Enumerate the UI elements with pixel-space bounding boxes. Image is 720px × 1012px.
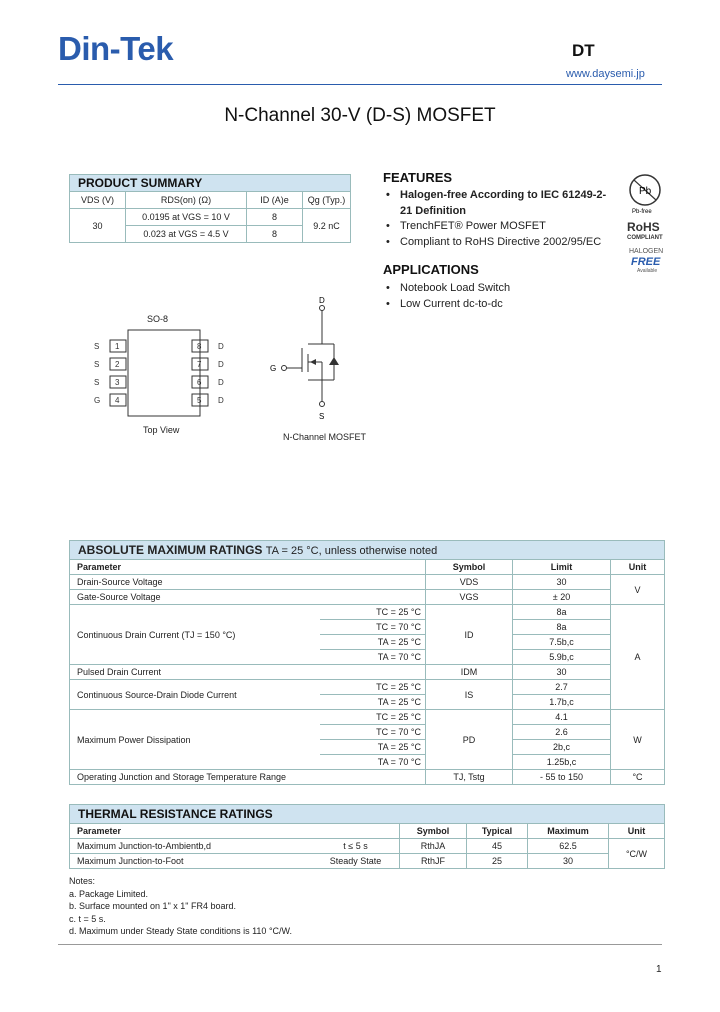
notes-title: Notes:: [69, 876, 96, 886]
rds-value-2: 0.023 at VGS = 4.5 V: [126, 226, 247, 243]
amr-h-symbol: Symbol: [426, 560, 513, 575]
pin-number: 1: [115, 342, 120, 351]
pin-label: D: [218, 396, 224, 405]
pin-number: 3: [115, 378, 120, 387]
pin-number: 2: [115, 360, 120, 369]
col-rds: RDS(on) (Ω): [126, 192, 247, 209]
unit-w: W: [611, 710, 665, 770]
package-body: [128, 330, 200, 416]
features-heading: FEATURES: [383, 170, 453, 185]
schematic-caption: N-Channel MOSFET: [283, 432, 367, 442]
pin-number: 8: [197, 342, 202, 351]
pbfree-text: Pb-free: [632, 209, 652, 215]
website-link[interactable]: www.daysemi.jp: [566, 68, 645, 80]
cond-pd-2: TC = 70 °C: [320, 725, 426, 740]
cond-id-3: TA = 25 °C: [320, 635, 426, 650]
lim-id-1: 8a: [513, 605, 611, 620]
param-tj: Operating Junction and Storage Temperature Range: [70, 770, 426, 785]
tr-param-1: Maximum Junction-to-Ambientb,d: [70, 839, 313, 854]
gate-terminal: [282, 366, 287, 371]
pin-number: 7: [197, 360, 202, 369]
cond-id-2: TC = 70 °C: [320, 620, 426, 635]
lim-id-4: 5.9b,c: [513, 650, 611, 665]
lim-pd-1: 4.1: [513, 710, 611, 725]
col-qg: Qg (Typ.): [303, 192, 351, 209]
feature-item: • TrenchFET® Power MOSFET: [386, 219, 616, 235]
param-pd: Maximum Power Dissipation: [70, 710, 321, 770]
header-divider: [58, 84, 662, 85]
tr-max-1: 62.5: [528, 839, 609, 854]
application-item: • Notebook Load Switch: [386, 280, 510, 296]
id-value-1: 8: [247, 209, 303, 226]
lim-is-2: 1.7b,c: [513, 695, 611, 710]
lim-is-1: 2.7: [513, 680, 611, 695]
rohs-label: RoHS: [627, 220, 660, 234]
vds-value: 30: [70, 209, 126, 243]
param-vgs: Gate-Source Voltage: [70, 590, 426, 605]
free-label: FREE: [631, 256, 661, 268]
tr-typ-1: 45: [467, 839, 528, 854]
tr-h-param: Parameter: [70, 824, 313, 839]
pin-number: 5: [197, 396, 202, 405]
note-item: b. Surface mounted on 1" x 1" FR4 board.: [69, 901, 236, 911]
pin-label: D: [218, 378, 224, 387]
sym-vgs: VGS: [426, 590, 513, 605]
diode-symbol: [329, 357, 339, 365]
tr-sym-1: RthJA: [400, 839, 467, 854]
product-summary-table: [69, 174, 351, 243]
sym-vds: VDS: [426, 575, 513, 590]
sym-idm: IDM: [426, 665, 513, 680]
unit-v: V: [611, 575, 665, 605]
tr-h-maximum: Maximum: [528, 824, 609, 839]
pb-free-badge: [624, 172, 666, 216]
package-name: SO-8: [147, 314, 169, 324]
cond-pd-4: TA = 70 °C: [320, 755, 426, 770]
lim-id-3: 7.5b,c: [513, 635, 611, 650]
part-number: DT: [572, 41, 595, 60]
application-item: • Low Current dc-to-dc: [386, 296, 510, 312]
pb-text: Pb: [639, 186, 652, 197]
tr-h-typical: Typical: [467, 824, 528, 839]
param-vds: Drain-Source Voltage: [70, 575, 426, 590]
source-label: S: [319, 412, 325, 421]
sym-id: ID: [426, 605, 513, 665]
channel-arrow: [310, 359, 316, 365]
lim-vgs: ± 20: [513, 590, 611, 605]
unit-a: A: [611, 605, 665, 710]
id-value-2: 8: [247, 226, 303, 243]
tr-cond-2: Steady State: [312, 854, 400, 869]
tr-param-2: Maximum Junction-to-Foot: [70, 854, 313, 869]
sym-is: IS: [426, 680, 513, 710]
cond-pd-3: TA = 25 °C: [320, 740, 426, 755]
qg-value: 9.2 nC: [303, 209, 351, 243]
compliant-label: COMPLIANT: [627, 235, 663, 241]
lim-pd-2: 2.6: [513, 725, 611, 740]
product-summary-heading: PRODUCT SUMMARY: [70, 175, 351, 192]
tr-unit: °C/W: [609, 839, 665, 869]
param-id: Continuous Drain Current (TJ = 150 °C): [70, 605, 321, 665]
pin-label: S: [94, 342, 100, 351]
sym-pd: PD: [426, 710, 513, 770]
tr-max-2: 30: [528, 854, 609, 869]
tr-typ-2: 25: [467, 854, 528, 869]
lim-id-2: 8a: [513, 620, 611, 635]
amr-h-param: Parameter: [70, 560, 321, 575]
pin-label: D: [218, 342, 224, 351]
cond-pd-1: TC = 25 °C: [320, 710, 426, 725]
company-logo: Din-Tek: [58, 30, 174, 67]
mosfet-schematic: [264, 292, 364, 424]
param-idm: Pulsed Drain Current: [70, 665, 426, 680]
col-id: ID (A)e: [247, 192, 303, 209]
drain-label: D: [319, 296, 325, 305]
tr-h-symbol: Symbol: [400, 824, 467, 839]
amr-condition: TA = 25 °C, unless otherwise noted: [265, 545, 438, 557]
note-item: d. Maximum under Steady State conditions is 110 °C/W.: [69, 926, 293, 936]
tr-h-unit: Unit: [609, 824, 665, 839]
pin-label: G: [94, 396, 101, 405]
thermal-heading: THERMAL RESISTANCE RATINGS: [70, 805, 665, 824]
param-is: Continuous Source-Drain Diode Current: [70, 680, 321, 710]
lim-idm: 30: [513, 665, 611, 680]
pin-number: 4: [115, 396, 120, 405]
sym-tj: TJ, Tstg: [426, 770, 513, 785]
cond-is-2: TA = 25 °C: [320, 695, 426, 710]
note-item: c. t = 5 s.: [69, 913, 106, 924]
absolute-maximum-ratings-table: [69, 540, 665, 785]
available-label: Available: [637, 268, 658, 274]
pin-label: S: [94, 378, 100, 387]
gate-label: G: [270, 364, 277, 373]
cond-id-1: TC = 25 °C: [320, 605, 426, 620]
pin-label: S: [94, 360, 100, 369]
rds-value-1: 0.0195 at VGS = 10 V: [126, 209, 247, 226]
lim-tj: - 55 to 150: [513, 770, 611, 785]
col-vds: VDS (V): [70, 192, 126, 209]
feature-item: • Compliant to RoHS Directive 2002/95/EC: [386, 235, 616, 251]
amr-h-limit: Limit: [513, 560, 611, 575]
amr-h-unit: Unit: [611, 560, 665, 575]
notes-section: [69, 875, 292, 938]
lim-pd-4: 1.25b,c: [513, 755, 611, 770]
unit-c: °C: [611, 770, 665, 785]
cond-id-4: TA = 70 °C: [320, 650, 426, 665]
lim-vds: 30: [513, 575, 611, 590]
cond-is-1: TC = 25 °C: [320, 680, 426, 695]
feature-item: • Halogen-free According to IEC 61249-2-21 Definition: [386, 188, 616, 219]
amr-heading: ABSOLUTE MAXIMUM RATINGS: [78, 543, 263, 557]
source-terminal: [320, 402, 325, 407]
so8-package-diagram: [88, 326, 238, 422]
applications-heading: APPLICATIONS: [383, 262, 479, 277]
drain-terminal: [320, 306, 325, 311]
page-title: N-Channel 30-V (D-S) MOSFET: [224, 105, 496, 126]
footer-divider: [58, 944, 662, 945]
pin-label: D: [218, 360, 224, 369]
note-item: a. Package Limited.: [69, 888, 149, 899]
lim-pd-3: 2b,c: [513, 740, 611, 755]
halogen-label: HALOGEN: [629, 248, 664, 255]
page-number: 1: [656, 964, 662, 975]
pin-number: 6: [197, 378, 202, 387]
applications-list: [386, 280, 510, 312]
thermal-resistance-table: [69, 804, 665, 869]
tr-cond-1: t ≤ 5 s: [312, 839, 400, 854]
features-list: [386, 188, 616, 250]
package-view-label: Top View: [143, 425, 180, 435]
tr-sym-2: RthJF: [400, 854, 467, 869]
